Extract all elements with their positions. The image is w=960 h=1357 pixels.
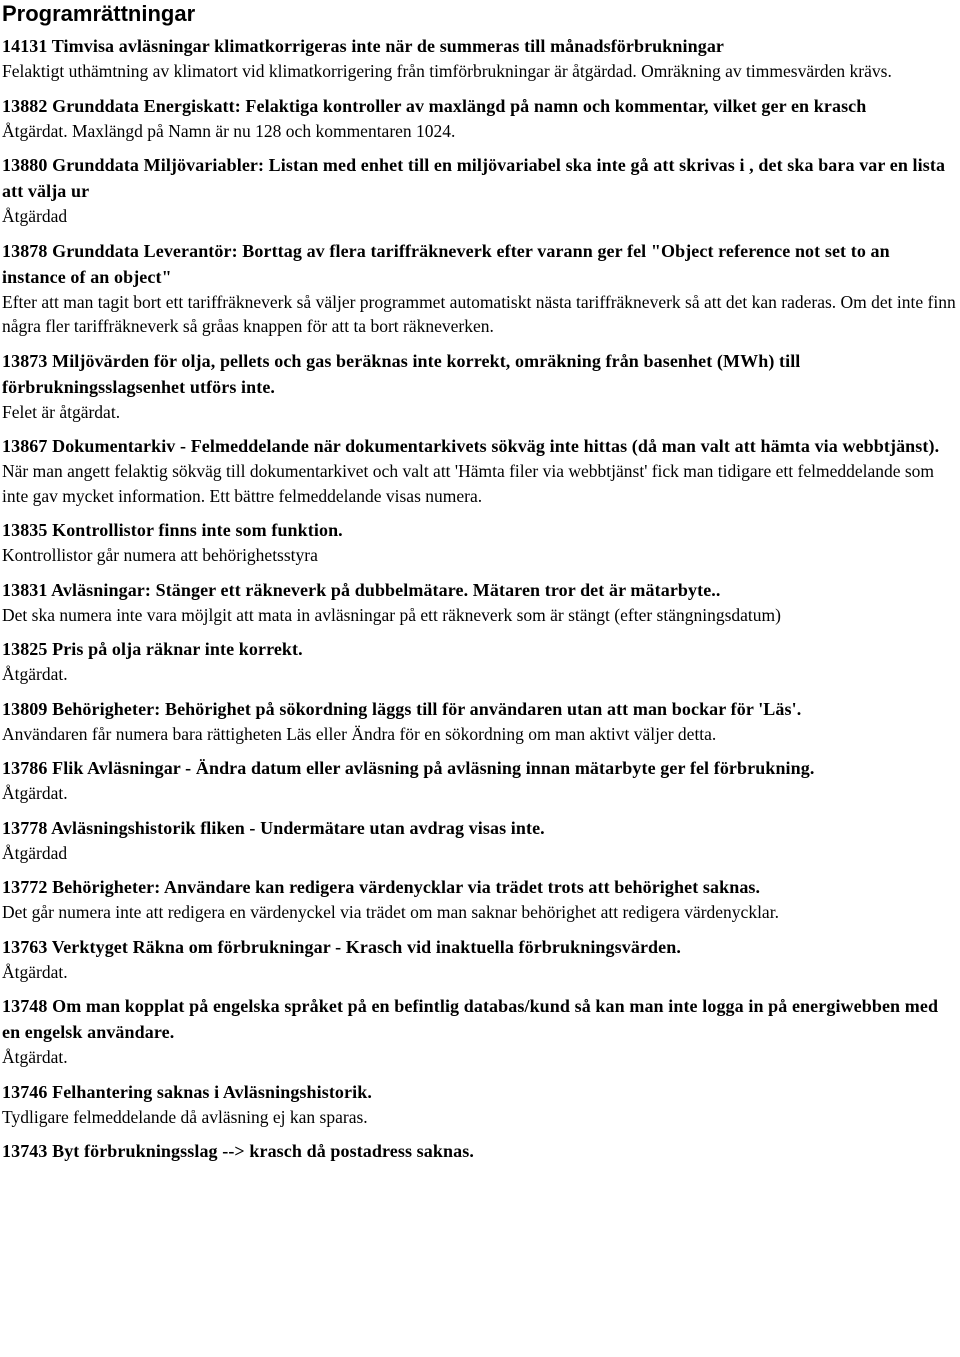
fix-heading: 13873 Miljövärden för olja, pellets och gas beräknas inte korrekt, omräkning från basenhet (MWh) till förbrukningsslagsenhet utförs inte. <box>2 350 801 397</box>
fix-heading: 13831 Avläsningar: Stänger ett räkneverk på dubbelmätare. Mätaren tror det är mätarbyte.. <box>2 579 721 600</box>
fix-description: Kontrollistor går numera att behörighetsstyra <box>2 545 318 565</box>
fix-entry <box>2 1079 958 1130</box>
fix-entry <box>2 348 958 425</box>
fix-heading: 13809 Behörigheter: Behörighet på sökordning läggs till för användaren utan att man bockar för 'Läs'. <box>2 698 802 719</box>
fix-heading: 13763 Verktyget Räkna om förbrukningar - Krasch vid inaktuella förbrukningsvärden. <box>2 936 681 957</box>
fix-heading: 13778 Avläsningshistorik fliken - Undermätare utan avdrag visas inte. <box>2 817 545 838</box>
fix-entry <box>2 152 958 229</box>
fix-description: Åtgärdat. <box>2 961 68 982</box>
fix-heading: 13772 Behörigheter: Användare kan redigera värdenycklar via trädet trots att behörighet saknas. <box>2 877 761 897</box>
fix-heading: 13882 Grunddata Energiskatt: Felaktiga kontroller av maxlängd på namn och kommentar, vilket ger en krasch <box>2 95 867 116</box>
fix-description: Åtgärdad <box>2 206 68 226</box>
fix-entry <box>2 1138 958 1164</box>
fix-heading: 13825 Pris på olja räknar inte korrekt. <box>2 639 303 659</box>
fix-description: Åtgärdat. <box>2 783 68 803</box>
fix-description: Det går numera inte att redigera en värdenyckel via trädet om man saknar behörighet att redigera värdenycklar. <box>2 902 779 922</box>
fix-entry <box>2 238 958 339</box>
fix-heading: 13880 Grunddata Miljövariabler: Listan med enhet till en miljövariabel ska inte gå att skrivas i , det ska bara var en lista att välja ur <box>2 155 946 201</box>
fix-heading: 13748 Om man kopplat på engelska språket på en befintlig databas/kund så kan man inte logga in på energiwebben med en engelsk användare. <box>2 996 939 1042</box>
fix-heading: 13878 Grunddata Leverantör: Borttag av flera tariffräkneverk efter varann ger fel "Object reference not set to an instance of an object" <box>2 240 890 287</box>
fix-heading: 13867 Dokumentarkiv - Felmeddelande när dokumentarkivets sökväg inte hittas (då man valt att hämta via webbtjänst). <box>2 436 940 456</box>
fix-heading: 14131 Timvisa avläsningar klimatkorrigeras inte när de summeras till månadsförbrukningar <box>2 36 725 56</box>
fix-description: Tydligare felmeddelande då avläsning ej kan sparas. <box>2 1106 368 1127</box>
fix-entry <box>2 993 958 1070</box>
fix-description: Användaren får numera bara rättigheten Läs eller Ändra för en sökordning om man aktivt väljer detta. <box>2 723 717 744</box>
fix-description: Åtgärdat. <box>2 1047 68 1067</box>
fix-list <box>2 33 958 1164</box>
fix-heading: 13835 Kontrollistor finns inte som funktion. <box>2 520 343 540</box>
fix-description: Efter att man tagit bort ett tariffräkneverk så väljer programmet automatiskt nästa tariffräkneverk så att det kan raderas. Om det inte finn några fler tariffräkneverk så gråas knappen för att ta bort räkneverken. <box>2 291 956 336</box>
fix-entry <box>2 755 958 806</box>
fix-description: Det ska numera inte vara möjlgit att mata in avläsningar på ett räkneverk som är stängt (efter stängningsdatum) <box>2 604 781 625</box>
fix-description: Felaktigt uthämtning av klimatort vid klimatkorrigering från timförbrukningar är åtgärdad. Omräkning av timmesvärden krävs. <box>2 61 892 81</box>
fix-heading: 13786 Flik Avläsningar - Ändra datum eller avläsning på avläsning innan mätarbyte ger fel förbrukning. <box>2 758 815 778</box>
fix-description: Felet är åtgärdat. <box>2 401 121 422</box>
fix-description: När man angett felaktig sökväg till dokumentarkivet och valt att 'Hämta filer via webbtjänst' fick man tidigare ett felmeddelande som inte gav mycket information. Ett bättre felmeddelande visas numera. <box>2 461 935 506</box>
fix-entry <box>2 517 958 568</box>
fix-entry <box>2 577 958 628</box>
fix-entry <box>2 696 958 747</box>
fix-description: Åtgärdat. Maxlängd på Namn är nu 128 och kommentaren 1024. <box>2 120 456 141</box>
fix-description: Åtgärdad <box>2 842 68 863</box>
fix-heading: 13746 Felhantering saknas i Avläsningshistorik. <box>2 1081 372 1102</box>
fix-entry <box>2 433 958 508</box>
fix-entry <box>2 33 958 84</box>
fix-heading: 13743 Byt förbrukningsslag --> krasch då postadress saknas. <box>2 1141 474 1161</box>
fix-entry <box>2 815 958 866</box>
fix-description: Åtgärdat. <box>2 664 68 684</box>
fix-entry <box>2 874 958 925</box>
fix-entry <box>2 934 958 985</box>
fix-entry <box>2 636 958 687</box>
fix-entry <box>2 93 958 144</box>
page-title: Programrättningar <box>2 1 196 26</box>
